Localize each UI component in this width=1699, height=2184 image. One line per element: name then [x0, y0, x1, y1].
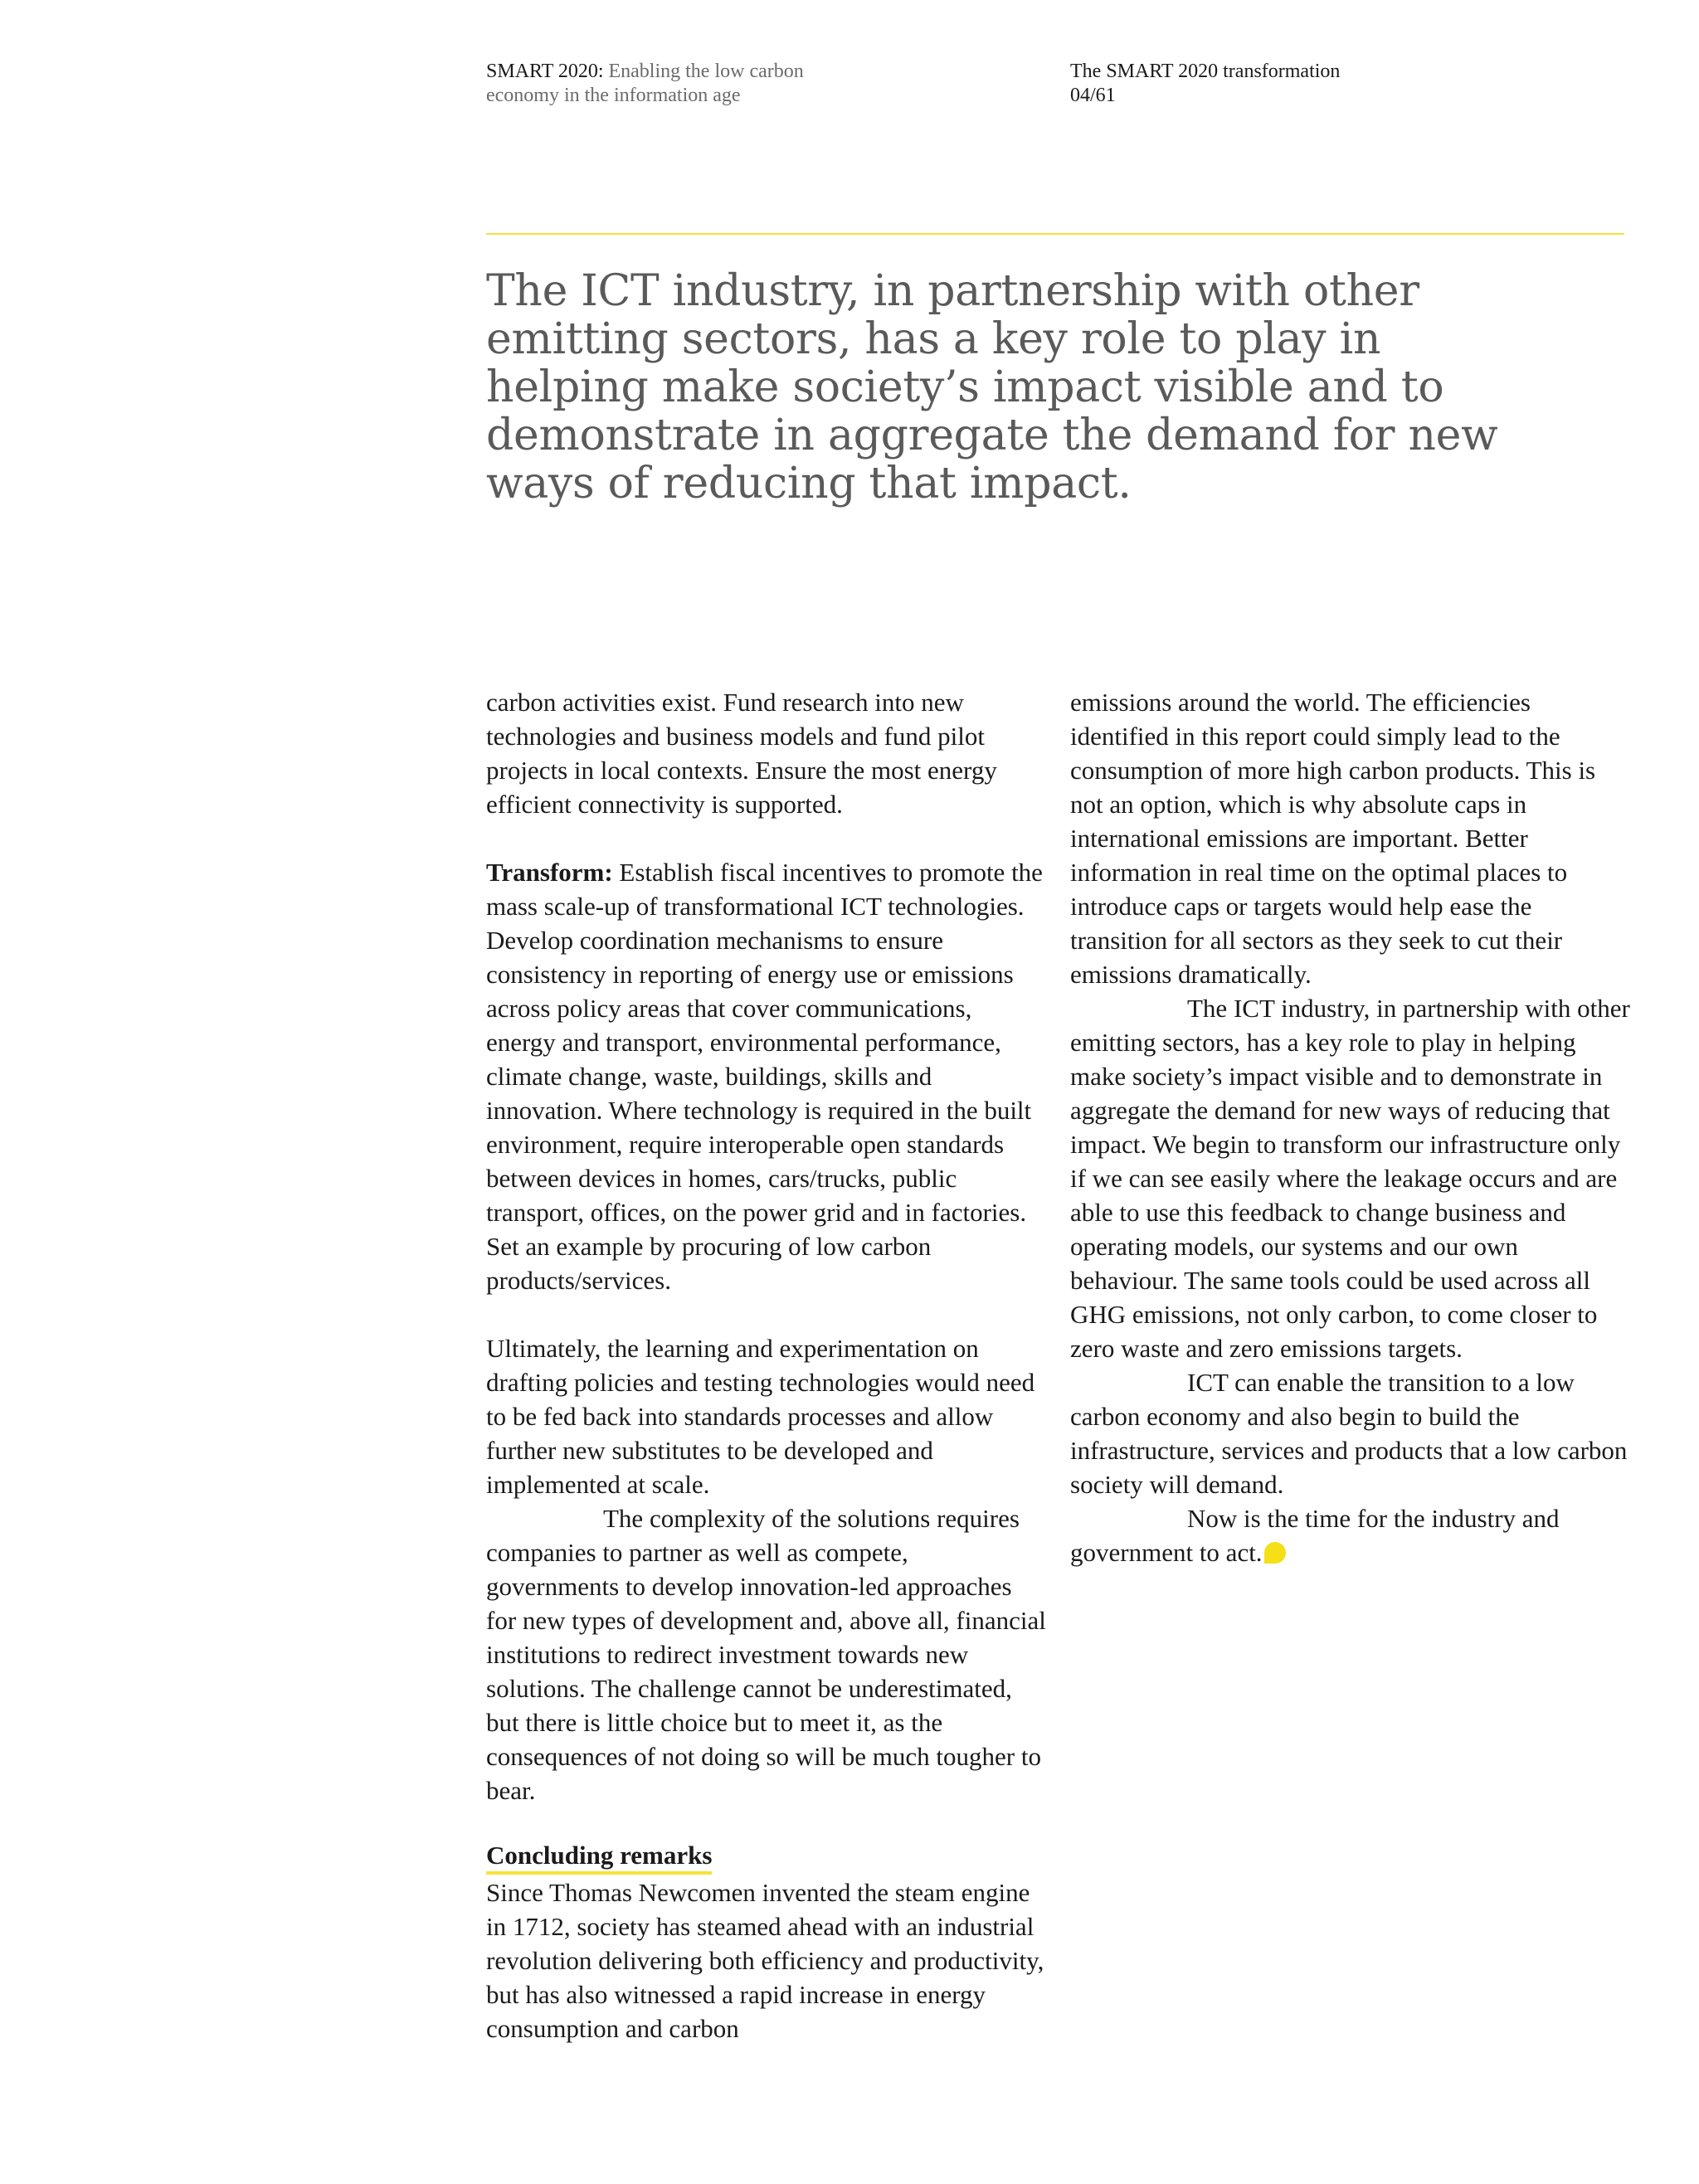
paragraph: ICT can enable the transition to a low carbon economy and also begin to build the infrastructure, services and products that a low carbon society will demand. — [1070, 1368, 1628, 1499]
paragraph-final — [1070, 1501, 1631, 1569]
paragraph: emissions around the world. The efficiencies identified in this report could simply lead to the consumption of more high carbon products. This is not an option, which is why absolute caps in international emissions are important. Better information in real time on the optimal places to introduce caps or targets would help ease the transition for all sectors as they seek to cut their emissions dramatically. — [1070, 688, 1596, 989]
pull-quote: The ICT industry, in partnership with other emitting sectors, has a key role to play in helping make society’s impact visible and to demonstrate in aggregate the demand for new ways of reducing that impact. — [486, 266, 1498, 508]
header-subtitle-line2: economy in the information age — [486, 85, 741, 106]
paragraph: The complexity of the solutions requires companies to partner as well as compete, governments to develop innovation-led approaches for new types of development and, above all, financial institutions to redirect investment towards new solutions. The challenge cannot be underestimated, but there is little choice but to meet it, as the consequences of not doing so will be much tougher to bear. — [486, 1504, 1046, 1805]
running-header-section — [1070, 60, 1419, 108]
page-number: 04/61 — [1070, 85, 1116, 106]
paragraph: The ICT industry, in partnership with other emitting sectors, has a key role to play in helping make society’s impact visible and to demonstrate in aggregate the demand for new ways of reducing that impact. We begin to transform our infrastructure only if we can see easily where the leakage occurs and are able to use this feedback to change business and operating models, our systems and our own behaviour. The same tools could be used across all GHG emissions, not only carbon, to come closer to zero waste and zero emissions targets. — [1070, 994, 1630, 1363]
paragraph: carbon activities exist. Fund research into new technologies and business models and fund pilot projects in local contexts. Ensure the most energy efficient connectivity is supported. — [486, 688, 997, 819]
section-heading: Concluding remarks — [486, 1841, 712, 1875]
header-divider — [486, 233, 1624, 235]
speech-bubble-end-mark-icon — [1264, 1542, 1286, 1564]
body-column-left — [486, 685, 1047, 2045]
header-section-title: The SMART 2020 transformation — [1070, 61, 1341, 82]
paragraph: Since Thomas Newcomen invented the steam engine in 1712, society has steamed ahead with an industrial revolution delivering both efficiency and productivity, but has also witnessed a rapid increase in energy consumption and carbon — [486, 1878, 1044, 2043]
body-column-right — [1070, 685, 1631, 1569]
header-subtitle-line1: Enabling the low carbon — [608, 61, 804, 82]
paragraph: Set an example by procuring of low carbon products/services. — [486, 1232, 932, 1295]
header-brand: SMART 2020: — [486, 61, 604, 82]
transform-label: Transform: — [486, 858, 613, 887]
paragraph: Ultimately, the learning and experimentation on drafting policies and testing technologies would need to be fed back into standards processes and allow further new substitutes to be developed and implemented at scale. — [486, 1334, 1035, 1499]
running-header-title — [486, 60, 835, 108]
transform-text: Establish fiscal incentives to promote the mass scale-up of transformational ICT technologies. Develop coordination mechanisms to ensure consistency in reporting of energy use or emissions across policy areas that cover communications, energy and transport, environmental performance, climate change, waste, buildings, skills and innovation. Where technology is required in the built environment, require interoperable open standards between devices in homes, cars/trucks, public transport, offices, on the power grid and in factories. — [486, 858, 1043, 1227]
final-text: Now is the time for the industry and government to act. — [1070, 1504, 1560, 1567]
paragraph-transform — [486, 855, 1047, 1229]
